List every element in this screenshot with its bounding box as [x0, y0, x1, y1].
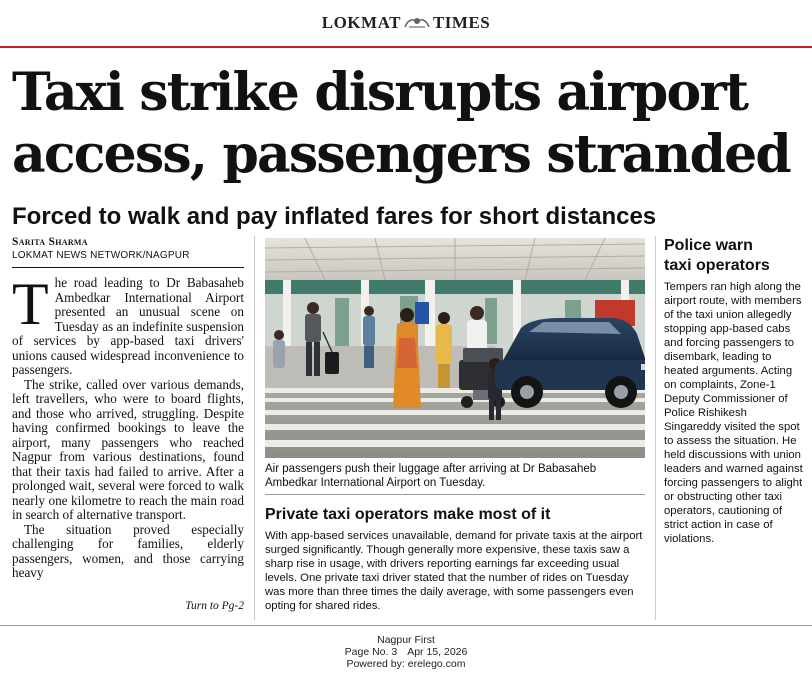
- column-divider-2: [655, 236, 656, 620]
- turn-to-page-link[interactable]: Turn to Pg-2: [185, 600, 244, 612]
- masthead-rule: [0, 46, 812, 48]
- paragraph-3: The situation proved especially challenging for families, elderly passengers, women, and those carrying heavy: [12, 521, 244, 580]
- section-body: With app-based services unavailable, demand for private taxis at the airport surged significantly. Though generally more expensive, these taxis saw a sharp rise in usage, with drivers reporting earnings far exceeding usual levels. One private taxi driver stated that the number of rides on Tuesday was more than three times the daily average, with some passengers even opting for shared rides.: [265, 530, 643, 612]
- powered-by-link[interactable]: Powered by: erelego.com: [346, 658, 466, 670]
- sidebar-body: Tempers ran high along the airport route, with members of the taxi union allegedly stopping app-based cabs and forcing passengers to disembark, leading to heated arguments. Acting on complaints, Zone-1 Deputy Commissioner of Police Rishikesh Singareddy visited the spot to assess the situation. He held discussions with union leaders and warned against forcing passengers to alight or obstructing other taxi operators, cautioning of strict action in case of violations.: [664, 281, 803, 545]
- page-number: Page No. 3: [344, 646, 398, 658]
- photo-caption: Air passengers push their luggage after arriving at Dr Babasaheb Ambedkar International Airport on Tuesday.: [265, 463, 597, 489]
- dropcap: T: [12, 271, 49, 337]
- footer-rule: [0, 625, 812, 626]
- headline-line-1: Taxi strike disrupts airport: [12, 62, 748, 123]
- masthead-right: TIMES: [432, 13, 491, 32]
- emblem-icon: [403, 15, 431, 29]
- article-body: [12, 271, 244, 581]
- caption-rule: [265, 494, 645, 495]
- publish-date: Apr 15, 2026: [407, 646, 468, 658]
- headline-line-2: access, passengers stranded: [12, 124, 790, 185]
- news-photo: [265, 238, 645, 458]
- masthead-left: LOKMAT: [321, 13, 401, 32]
- sidebar-heading-line-2: taxi operators: [664, 257, 770, 274]
- page-footer: [0, 634, 812, 670]
- paragraph-2: The strike, called over various demands, left travellers, who were to board flights, and those who arrived, struggling. Despite having confirmed bookings to leave the airport, many passengers who reached Nagpur from various destinations, found that their taxis had failed to arrive. After a prolonged wait, several were forced to walk nearly one kilometre to reach the main road in search of alternative transport.: [12, 376, 244, 522]
- subheadline: Forced to walk and pay inflated fares for short distances: [12, 203, 657, 230]
- column-divider-1: [254, 236, 255, 620]
- sidebar-heading-line-1: Police warn: [664, 237, 753, 254]
- byline: [12, 236, 244, 261]
- page-info: [0, 646, 812, 658]
- paragraph-1: [12, 271, 244, 378]
- author-name: Sarita Sharma: [12, 236, 88, 248]
- masthead-title: [0, 13, 812, 33]
- section-heading: Private taxi operators make most of it: [265, 506, 551, 523]
- byline-rule: [12, 267, 244, 268]
- edition-name: Nagpur First: [377, 634, 435, 646]
- sidebar-heading: [664, 236, 804, 276]
- headline: [12, 62, 802, 186]
- masthead: [0, 0, 812, 46]
- airport-scene-illustration: [265, 238, 645, 458]
- news-network: LOKMAT NEWS NETWORK/NAGPUR: [12, 250, 190, 261]
- paragraph-1-text: he road leading to Dr Babasaheb Ambedkar International Airport presented an unusual scene on Tuesday as an indefinite suspension of services by app-based taxi drivers' unions caused widespread inconvenience to passengers.: [12, 275, 244, 377]
